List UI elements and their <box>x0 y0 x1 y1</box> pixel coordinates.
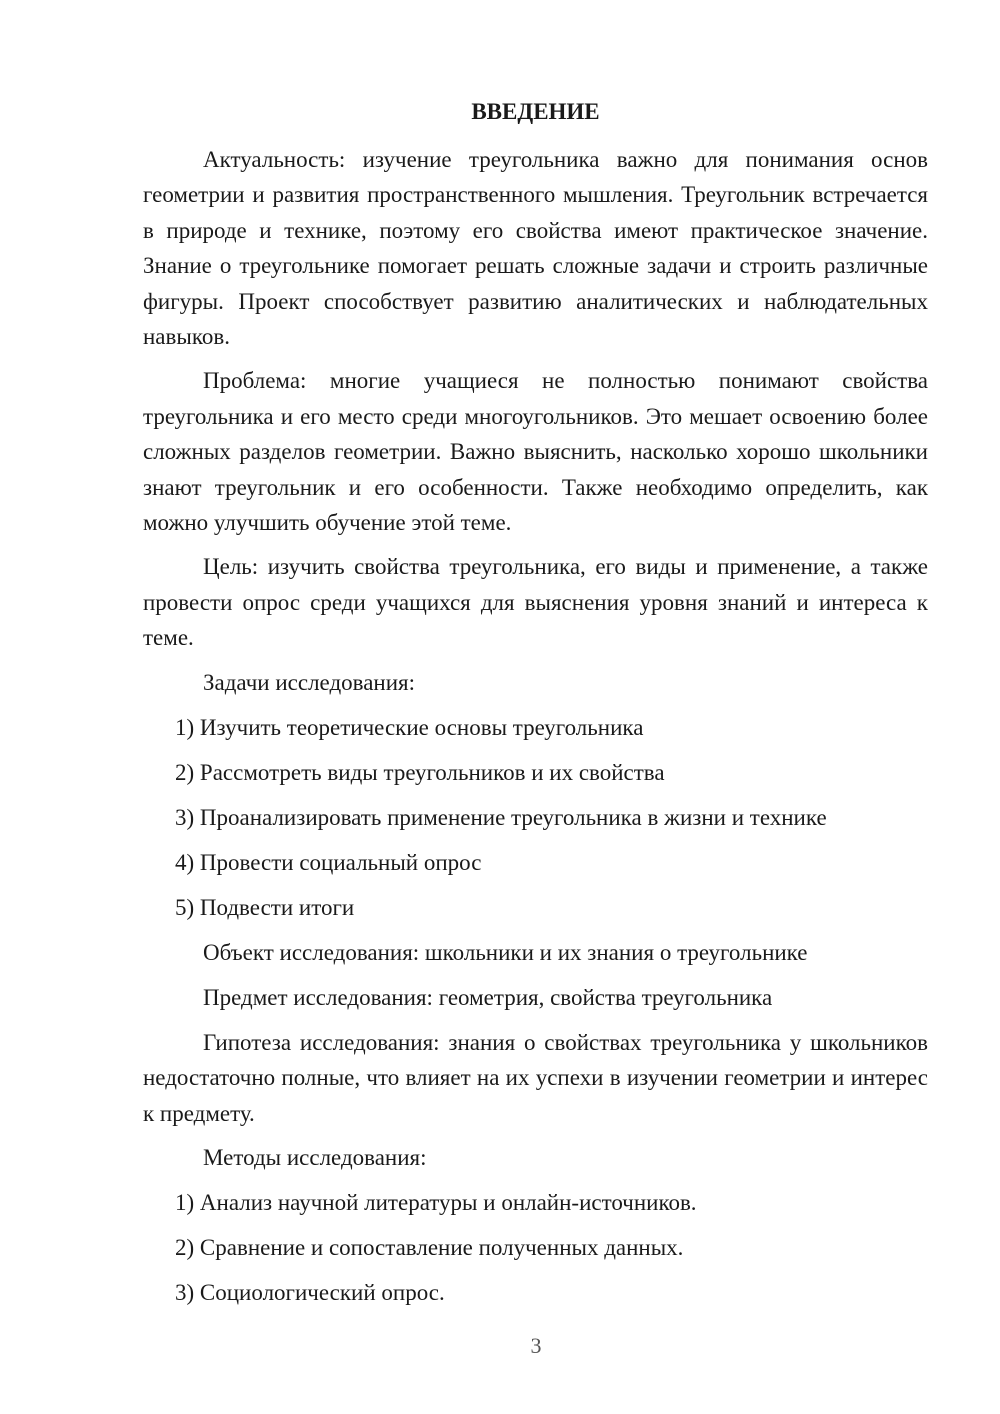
hypothesis-paragraph: Гипотеза исследования: знания о свойствах треугольника у школьников недостаточно полные, что влияет на их успехи в изучении геометрии и интерес к предмету. <box>143 1029 928 1126</box>
task-item: 3) Проанализировать применение треугольника в жизни и технике <box>175 804 827 830</box>
method-item: 1) Анализ научной литературы и онлайн-источников. <box>175 1189 697 1215</box>
research-object: Объект исследования: школьники и их знания о треугольнике <box>203 939 808 965</box>
tasks-heading: Задачи исследования: <box>203 669 416 695</box>
problem-paragraph: Проблема: многие учащиеся не полностью понимают свойства треугольника и его место среди многоугольников. Это мешает освоению более сложных разделов геометрии. Важно выяснить, насколько хорошо школьники знают треугольник и его особенности. Также необходимо определить, как можно улучшить обучение этой теме. <box>143 368 928 536</box>
method-item: 2) Сравнение и сопоставление полученных данных. <box>175 1234 684 1260</box>
task-item: 4) Провести социальный опрос <box>175 849 482 875</box>
task-item: 2) Рассмотреть виды треугольников и их свойства <box>175 759 665 785</box>
section-title: ВВЕДЕНИЕ <box>471 99 600 124</box>
methods-heading: Методы исследования: <box>203 1144 427 1170</box>
method-item: 3) Социологический опрос. <box>175 1279 445 1305</box>
task-item: 1) Изучить теоретические основы треугольника <box>175 714 644 740</box>
relevance-paragraph: Актуальность: изучение треугольника важно для понимания основ геометрии и развития пространственного мышления. Треугольник встречается в природе и технике, поэтому его свойства имеют практическое значение. Знание о треугольнике помогает решать сложные задачи и строить различные фигуры. Проект способствует развитию аналитических и наблюдательных навыков. <box>143 147 928 350</box>
page-content <box>143 96 928 1320</box>
page-number: 3 <box>530 1333 542 1358</box>
goal-paragraph: Цель: изучить свойства треугольника, его виды и применение, а также провести опрос среди учащихся для выяснения уровня знаний и интереса к теме. <box>143 554 928 651</box>
research-subject: Предмет исследования: геометрия, свойства треугольника <box>203 984 773 1010</box>
task-item: 5) Подвести итоги <box>175 894 355 920</box>
